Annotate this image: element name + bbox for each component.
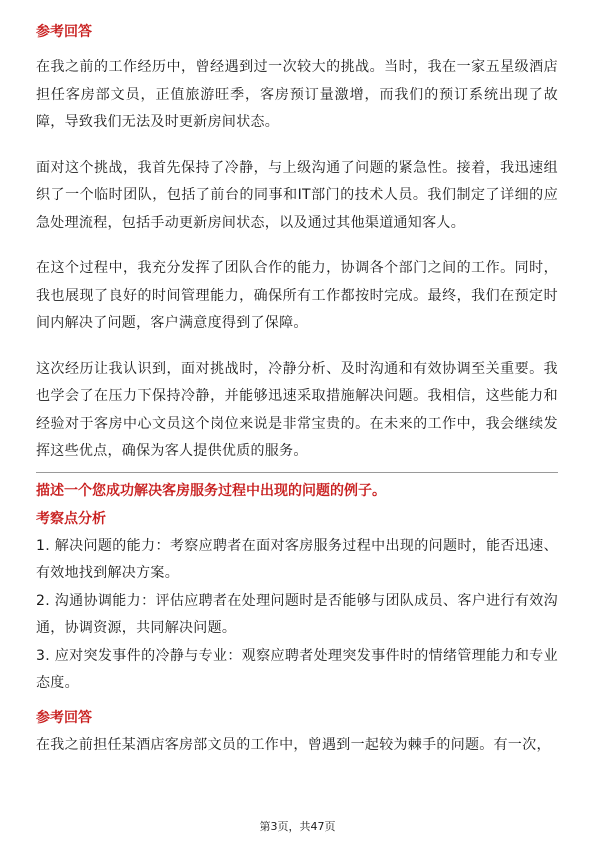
answer-paragraph-4: 这次经历让我认识到，面对挑战时，冷静分析、及时沟通和有效协调至关重要。我也学会了在压力下保持冷静，并能够迅速采取措施解决问题。我相信，这些能力和经验对于客房中心文员这个岗位来说是非常宝贵的。在未来的工作中，我会继续发挥这些优点，确保为客人提供优质的服务。 [36,360,558,459]
analysis-point-1: 1. 解决问题的能力：考察应聘者在面对客房服务过程中出现的问题时，能否迅速、有效地找到解决方案。 [36,537,558,581]
analysis-point-3: 3. 应对突发事件的冷静与专业：观察应聘者处理突发事件时的情绪管理能力和专业态度。 [36,647,558,691]
answer-start-paragraph: 在我之前担任某酒店客房部文员的工作中，曾遇到一起较为棘手的问题。有一次， [36,736,551,753]
answer-paragraph-1: 在我之前的工作经历中，曾经遇到过一次较大的挑战。当时，我在一家五星级酒店担任客房部文员，正值旅游旺季，客房预订量激增，而我们的预订系统出现了故障，导致我们无法及时更新房间状态。 [36,59,558,130]
answer-paragraph-3: 在这个过程中，我充分发挥了团队合作的能力，协调各个部门之间的工作。同时，我也展现了良好的时间管理能力，确保所有工作都按时完成。最终，我们在预定时间内解决了问题，客户满意度得到了保障。 [36,260,558,331]
page-content [36,22,558,759]
answer-paragraph-2: 面对这个挑战，我首先保持了冷静，与上级沟通了问题的紧急性。接着，我迅速组织了一个临时团队，包括了前台的同事和IT部门的技术人员。我们制定了详细的应急处理流程，包括手动更新房间状态，以及通过其他渠道通知客人。 [36,159,558,231]
interview-question: 描述一个您成功解决客房服务过程中出现的问题的例子。 [36,482,386,499]
analysis-point-2: 2. 沟通协调能力：评估应聘者在处理问题时是否能够与团队成员、客户进行有效沟通，协调资源，共同解决问题。 [36,592,558,636]
reference-answer-heading: 参考回答 [36,24,92,40]
analysis-heading: 考察点分析 [36,510,106,527]
page-footer: 第3页，共47页 [259,820,336,833]
reference-answer-heading-2: 参考回答 [36,709,92,726]
